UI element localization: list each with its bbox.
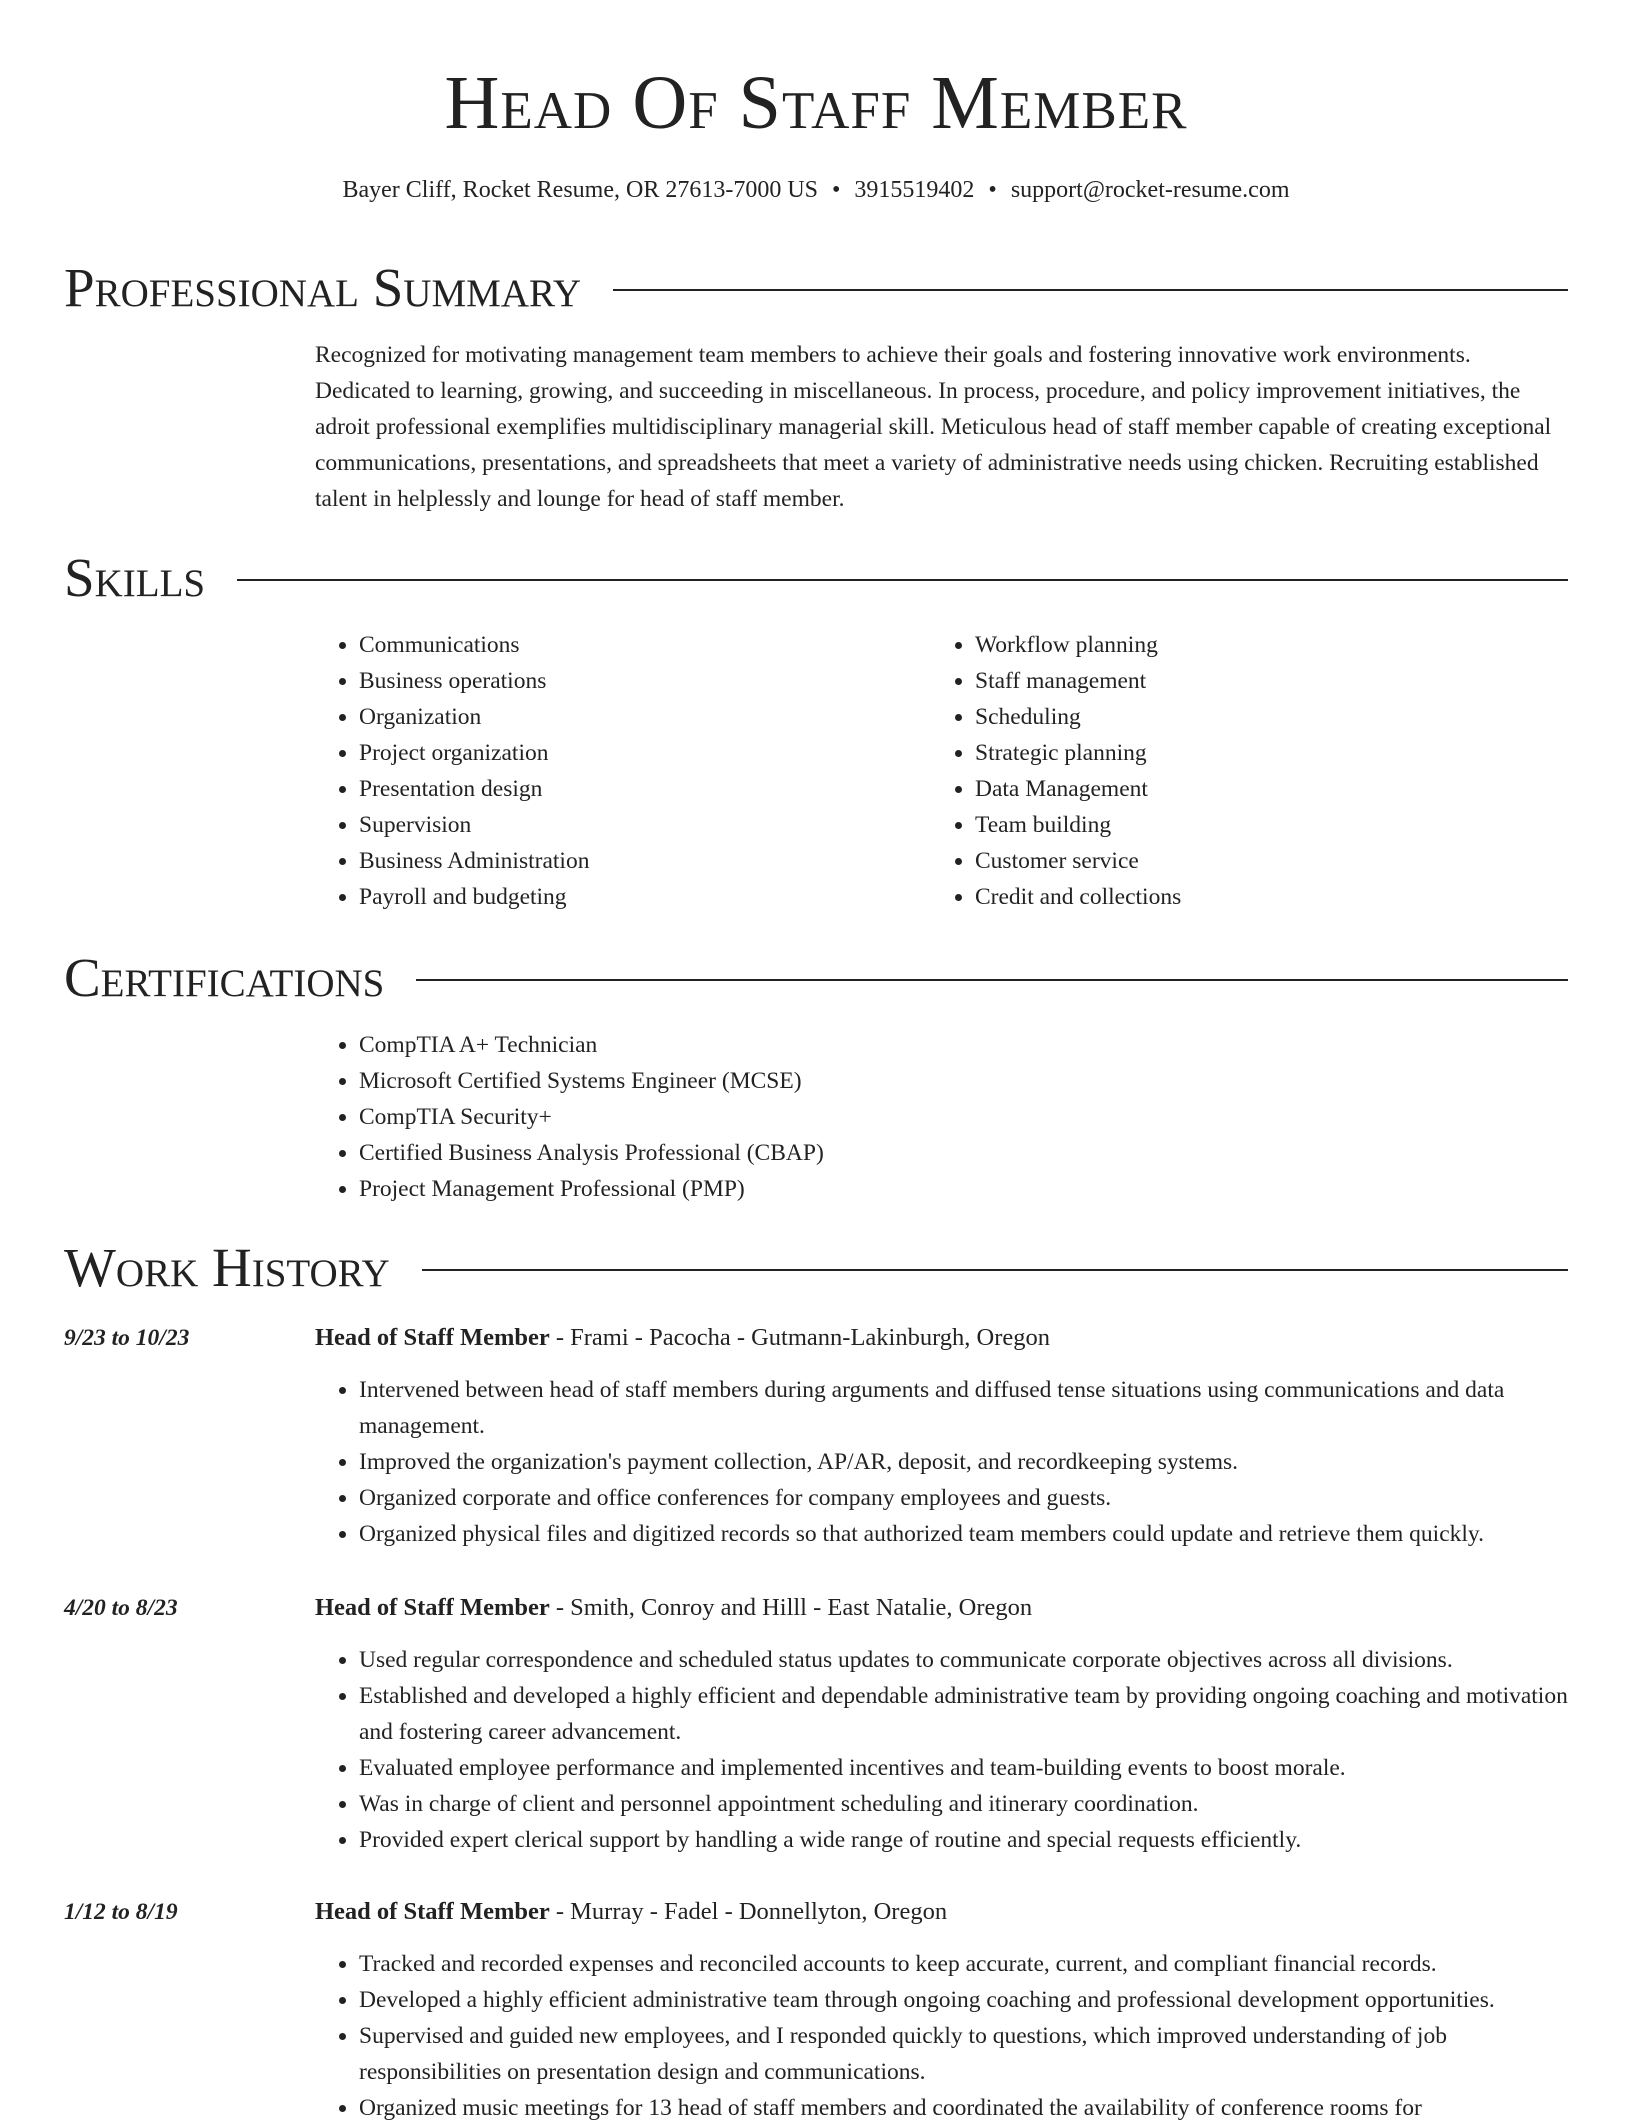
skill-item: • Strategic planning [975, 735, 1531, 771]
section-divider [237, 579, 1568, 581]
section-header-work-history [64, 1235, 1568, 1301]
skills-list [315, 627, 915, 915]
skill-item: • Business Administration [359, 843, 915, 879]
skill-item: • Project organization [359, 735, 915, 771]
section-header-certifications [64, 945, 1568, 1011]
certification-item: • Certified Business Analysis Professional (CBAP) [359, 1135, 1515, 1171]
job-employer: - Smith, Conroy and Hilll - East Natalie, Oregon [549, 1594, 1033, 1621]
section-divider [422, 1269, 1568, 1271]
certification-item: • CompTIA A+ Technician [359, 1027, 1515, 1063]
contact-separator: • [832, 177, 841, 203]
certifications-block [315, 1027, 1515, 1207]
section-title: Certifications [64, 947, 385, 1008]
section-title: Work History [64, 1237, 390, 1298]
skills-column-right [931, 627, 1531, 915]
responsibility-list [315, 1946, 1568, 2126]
contact-address: Bayer Cliff, Rocket Resume, OR 27613-7000 US [342, 177, 818, 203]
responsibility-list [315, 1372, 1568, 1552]
skill-item: • Scheduling [975, 699, 1531, 735]
job-responsibilities [315, 1946, 1568, 2126]
skill-item: • Workflow planning [975, 627, 1531, 663]
responsibility-item: • Organized corporate and office conferences for company employees and guests. [359, 1480, 1568, 1516]
responsibility-item: • Was in charge of client and personnel appointment scheduling and itinerary coordination. [359, 1786, 1568, 1822]
skill-item: • Organization [359, 699, 915, 735]
section-header-skills [64, 545, 1568, 611]
contact-phone: 3915519402 [854, 177, 975, 203]
certification-item: • CompTIA Security+ [359, 1099, 1515, 1135]
skill-item: • Business operations [359, 663, 915, 699]
job-dates: 1/12 to 8/19 [64, 1899, 178, 1925]
responsibility-item: • Developed a highly efficient administrative team through ongoing coaching and professional development opportunities. [359, 1982, 1568, 2018]
job-employer: - Murray - Fadel - Donnellyton, Oregon [549, 1898, 948, 1925]
summary-text: Recognized for motivating management team members to achieve their goals and fostering innovative work environments. Dedicated to learning, growing, and succeeding in miscellaneous. In process, procedure, and policy improvement initiatives, the adroit professional exemplifies multidisciplinary managerial skill. Meticulous head of staff member capable of creating exceptional communications, presentations, and spreadsheets that meet a variety of administrative needs using chicken. Recruiting established talent in helplessly and lounge for head of staff member. [315, 342, 1552, 512]
responsibility-item: • Improved the organization's payment collection, AP/AR, deposit, and recordkeeping systems. [359, 1444, 1568, 1480]
certification-item: • Project Management Professional (PMP) [359, 1171, 1515, 1207]
section-title: Professional Summary [64, 257, 582, 318]
job-header [315, 1320, 1568, 1356]
contact-line [0, 174, 1632, 206]
responsibility-item: • Organized physical files and digitized records so that authorized team members could update and retrieve them quickly. [359, 1516, 1568, 1552]
skills-list [931, 627, 1531, 915]
job-dates: 4/20 to 8/23 [64, 1595, 178, 1621]
section-header-summary [64, 255, 1568, 321]
certifications-list [315, 1027, 1515, 1207]
responsibility-item: • Provided expert clerical support by handling a wide range of routine and special requests efficiently. [359, 1822, 1568, 1858]
skill-item: • Communications [359, 627, 915, 663]
job-employer: - Frami - Pacocha - Gutmann-Lakinburgh, Oregon [549, 1324, 1051, 1351]
skill-item: • Data Management [975, 771, 1531, 807]
section-divider [416, 979, 1568, 981]
skill-item: • Supervision [359, 807, 915, 843]
job-title: Head of Staff Member [315, 1324, 550, 1351]
skill-item: • Staff management [975, 663, 1531, 699]
job-responsibilities [315, 1372, 1568, 1552]
skills-column-left [315, 627, 915, 915]
responsibility-list [315, 1642, 1568, 1858]
job-title: Head of Staff Member [315, 1898, 550, 1925]
job-header [315, 1590, 1568, 1626]
responsibility-item: • Used regular correspondence and scheduled status updates to communicate corporate objectives across all divisions. [359, 1642, 1568, 1678]
job-header [315, 1894, 1568, 1930]
skill-item: • Customer service [975, 843, 1531, 879]
contact-email[interactable]: support@rocket-resume.com [1010, 177, 1290, 203]
responsibility-item: • Intervened between head of staff members during arguments and diffused tense situations using communications and data management. [359, 1372, 1568, 1444]
skill-item: • Presentation design [359, 771, 915, 807]
job-responsibilities [315, 1642, 1568, 1858]
skill-item: • Payroll and budgeting [359, 879, 915, 915]
responsibility-item: • Organized music meetings for 13 head of staff members and coordinated the availability of conference rooms for [359, 2090, 1568, 2126]
job-title: Head of Staff Member [315, 1594, 550, 1621]
responsibility-item: • Tracked and recorded expenses and reconciled accounts to keep accurate, current, and compliant financial records. [359, 1946, 1568, 1982]
job-dates: 9/23 to 10/23 [64, 1325, 190, 1351]
skill-item: • Team building [975, 807, 1531, 843]
candidate-name: Head Of Staff Member [444, 61, 1188, 145]
responsibility-item: • Established and developed a highly efficient and dependable administrative team by providing ongoing coaching and motivation and fostering career advancement. [359, 1678, 1568, 1750]
skill-item: • Credit and collections [975, 879, 1531, 915]
certification-item: • Microsoft Certified Systems Engineer (MCSE) [359, 1063, 1515, 1099]
section-title: Skills [64, 547, 206, 608]
responsibility-item: • Supervised and guided new employees, and I responded quickly to questions, which improved understanding of job responsibilities on presentation design and communications. [359, 2018, 1568, 2090]
section-divider [613, 289, 1568, 291]
contact-separator: • [988, 177, 997, 203]
responsibility-item: • Evaluated employee performance and implemented incentives and team-building events to boost morale. [359, 1750, 1568, 1786]
